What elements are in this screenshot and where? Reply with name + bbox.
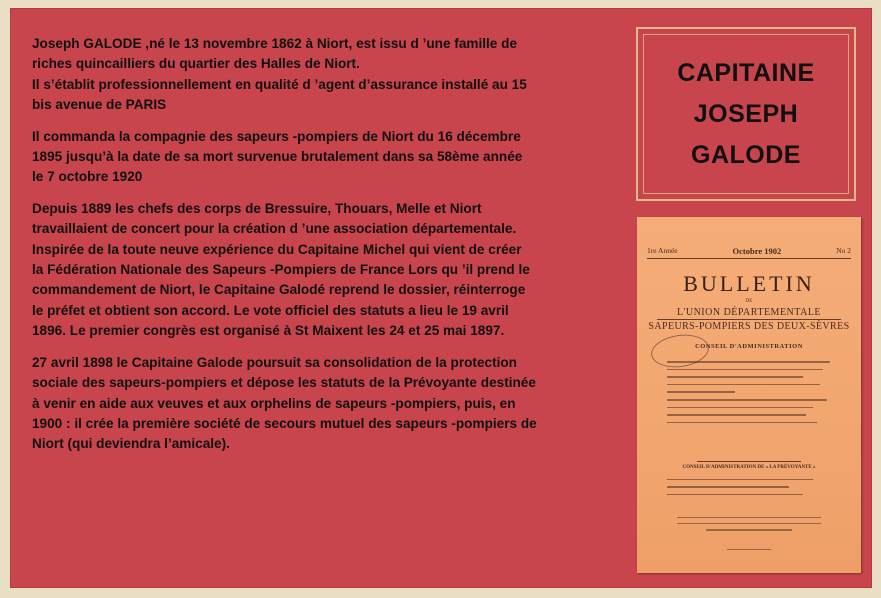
content-panel [10,8,872,588]
paragraph-3 [32,199,622,342]
bulletin-year: 1re Année [647,246,678,255]
bulletin-printer-line [727,549,771,550]
text-line: à venir en aide aux veuves et aux orphelins de sapeurs -pompiers, puis, en [32,395,516,411]
text-line: le préfet et obtient son accord. Le vote officiel des statuts a lieu le 19 avril [32,302,509,318]
text-line: riches quincailliers du quartier des Halles de Niort. [32,56,360,72]
bulletin-members-list [667,361,837,429]
bulletin-date: Octobre 1902 [732,246,782,256]
bulletin-footer-note [677,517,821,536]
text-line: Inspirée de la toute neuve expérience du Capitaine Michel qui vient de créer [32,241,522,257]
title-box [636,27,856,201]
text-line: travaillaient de concert pour la création d ’une association départementale. [32,221,517,237]
bulletin-conseil: CONSEIL D'ADMINISTRATION [695,343,803,350]
text-line: le 7 octobre 1920 [32,169,143,185]
text-line: la Fédération Nationale des Sapeurs -Pompiers de France Lors qu ’il prend le [32,262,530,278]
title-line-1: CAPITAINE [677,58,815,87]
bulletin-cover-image [637,217,861,573]
bulletin-de: DE [745,299,753,304]
bulletin-sapeurs: SAPEURS-POMPIERS DES DEUX-SÈVRES [648,321,850,332]
text-line: 27 avril 1898 le Capitaine Galode poursuit sa consolidation de la protection [32,354,517,370]
paragraph-4 [32,353,622,455]
text-line: bis avenue de PARIS [32,97,167,113]
text-line: 1896. Le premier congrès est organisé à St Maixent les 24 et 25 mai 1897. [32,323,505,339]
title-inner-frame [643,34,849,194]
bulletin-number: No 2 [836,246,851,255]
bulletin-union: L'UNION DÉPARTEMENTALE [676,307,822,318]
bulletin-header [647,246,851,259]
text-line: Joseph GALODE ,né le 13 novembre 1862 à Niort, est issu d ’une famille de [32,36,518,51]
bulletin-rule [657,319,841,320]
paragraph-2 [32,127,622,188]
biography-text [32,34,622,466]
bulletin-rule-2 [697,461,801,462]
paragraph-1 [32,34,622,116]
text-line: Niort (qui deviendra l’amicale). [32,436,230,452]
text-line: Il s’établit professionnellement en qualité d ’agent d’assurance installé au 15 [32,76,527,92]
bulletin-conseil-prevoyante: CONSEIL D'ADMINISTRATION DE « LA PRÉVOYANTE » [682,465,816,470]
text-line: 1895 jusqu’à la date de sa mort survenue brutalement dans sa 58ème année [32,149,523,165]
text-line: sociale des sapeurs-pompiers et dépose les statuts de la Prévoyante destinée [32,375,536,391]
text-line: commandement de Niort, le Capitaine Galodé reprend le dossier, réinterroge [32,282,526,298]
text-line: Depuis 1889 les chefs des corps de Bressuire, Thouars, Melle et Niort [32,200,482,216]
text-line: Il commanda la compagnie des sapeurs -pompiers de Niort du 16 décembre [32,128,521,144]
title-line-3: GALODE [691,140,801,169]
title-line-2: JOSEPH [693,99,799,128]
text-line: 1900 : il crée la première société de secours mutuel des sapeurs -pompiers de [32,415,537,431]
bulletin-prevoyante-list [667,479,837,501]
bulletin-title: BULLETIN [683,271,815,296]
